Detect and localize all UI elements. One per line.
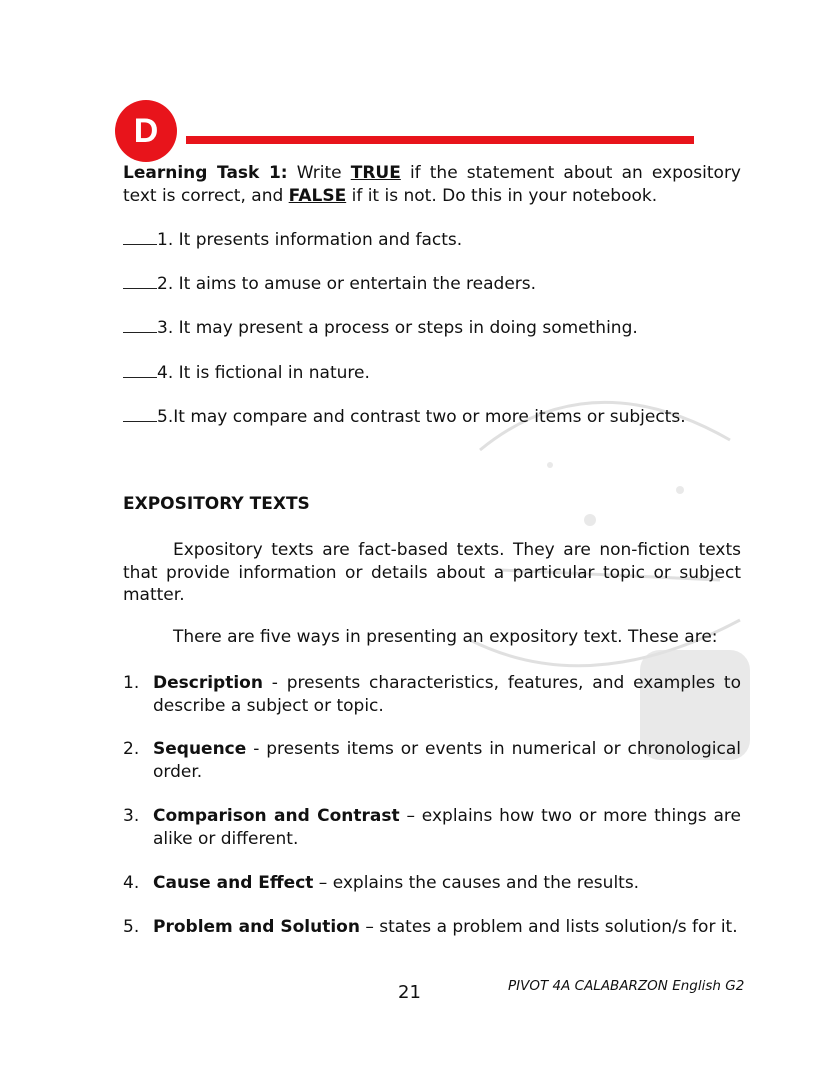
list-number: 3. — [123, 806, 140, 826]
section-heading: EXPOSITORY TEXTS — [123, 494, 310, 514]
list-item — [123, 738, 741, 783]
list-desc: – explains how two or more things are alike or different. — [153, 806, 741, 849]
statement-text: It is fictional in nature. — [173, 363, 370, 383]
true-word: TRUE — [350, 163, 401, 183]
list-term: Problem and Solution — [153, 917, 360, 937]
answer-blank[interactable] — [123, 407, 157, 422]
task-text-1: Write — [287, 163, 351, 183]
list-term: Description — [153, 673, 263, 693]
paragraph: Expository texts are fact-based texts. They are non-fiction texts that provide information or details about a particular topic or subject matter. — [123, 540, 741, 605]
statement-text: It aims to amuse or entertain the readers. — [173, 274, 537, 294]
list-item — [123, 805, 741, 850]
answer-blank[interactable] — [123, 363, 157, 378]
list-term: Comparison and Contrast — [153, 806, 400, 826]
statement-number: 2. — [157, 274, 174, 294]
statement-text: It may present a process or steps in doing something. — [173, 318, 638, 338]
statement-number: 3. — [157, 318, 174, 338]
statement-number: 1. — [157, 230, 174, 250]
footer-title: PIVOT 4A CALABARZON English G2 — [508, 978, 745, 994]
statement-item — [123, 229, 741, 251]
statement-item — [123, 406, 741, 428]
section-badge: D — [115, 100, 177, 162]
statement-text: It presents information and facts. — [173, 230, 463, 250]
statement-number: 4. — [157, 363, 174, 383]
list-number: 2. — [123, 739, 140, 759]
statement-item — [123, 273, 741, 295]
list-desc: – states a problem and lists solution/s for it. — [359, 917, 738, 937]
list-item — [123, 916, 741, 939]
list-number: 4. — [123, 873, 140, 893]
list-number: 5. — [123, 917, 140, 937]
section-header-line — [186, 136, 694, 144]
page-number: 21 — [398, 982, 421, 1003]
paragraph: There are five ways in presenting an expository text. These are: — [173, 627, 718, 647]
task-text-2: if the statement about an expository text is correct, and — [123, 163, 741, 206]
list-item — [123, 672, 741, 717]
answer-blank[interactable] — [123, 230, 157, 245]
list-desc: - presents characteristics, features, and examples to describe a subject or topic. — [153, 673, 741, 716]
list-item — [123, 872, 741, 895]
task-label: Learning Task 1: — [123, 163, 288, 183]
list-desc: – explains the causes and the results. — [313, 873, 640, 893]
task-instruction — [123, 162, 741, 207]
statement-text: It may compare and contrast two or more items or subjects. — [173, 407, 686, 427]
list-number: 1. — [123, 673, 140, 693]
statement-number: 5. — [157, 407, 174, 427]
list-desc: - presents items or events in numerical or chronological order. — [153, 739, 741, 782]
false-word: FALSE — [288, 185, 347, 206]
list-term: Sequence — [153, 739, 247, 759]
statement-item — [123, 317, 741, 339]
list-term: Cause and Effect — [153, 873, 314, 893]
statement-item — [123, 362, 741, 384]
task-text-3: if it is not. Do this in your notebook. — [346, 185, 658, 206]
answer-blank[interactable] — [123, 318, 157, 333]
answer-blank[interactable] — [123, 274, 157, 289]
